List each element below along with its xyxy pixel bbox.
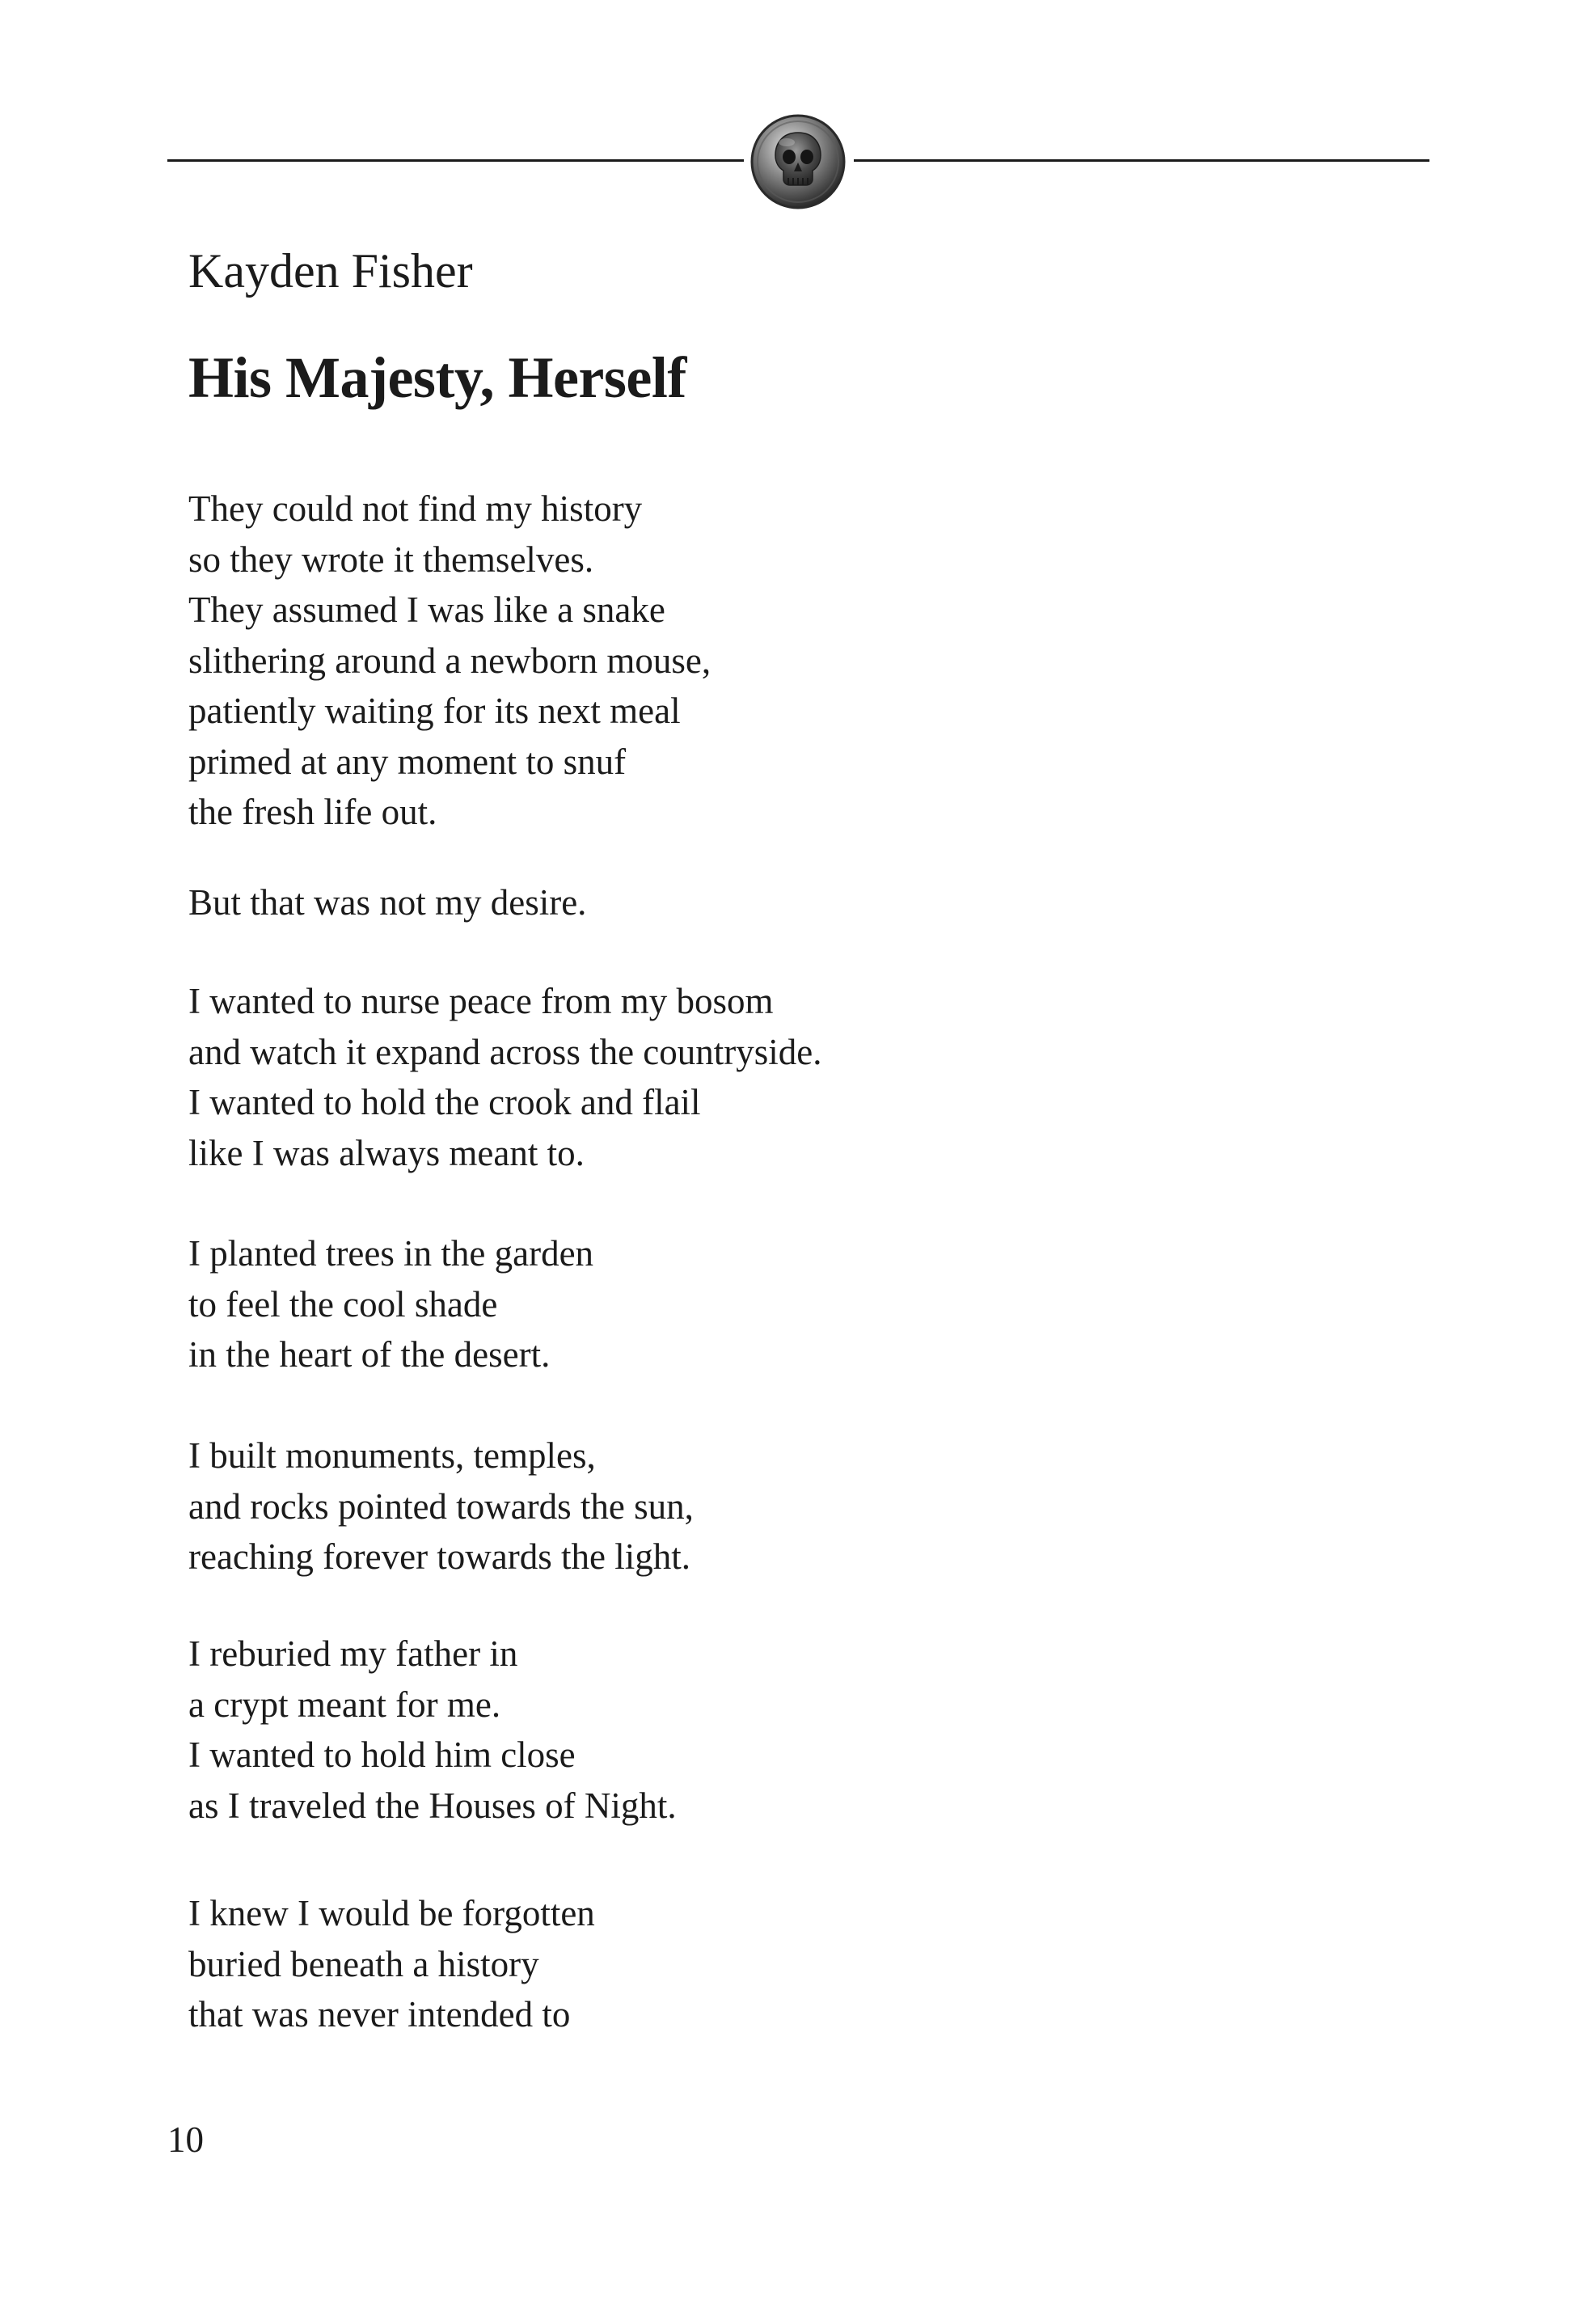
poem-title: His Majesty, Herself bbox=[188, 345, 686, 410]
poem-line: and watch it expand across the countryside. bbox=[188, 1031, 822, 1072]
stanza bbox=[188, 1430, 694, 1582]
poem-line: But that was not my desire. bbox=[188, 882, 587, 923]
poem-line: I wanted to hold the crook and flail bbox=[188, 1082, 701, 1122]
poem-line: in the heart of the desert. bbox=[188, 1334, 551, 1375]
poem-line: to feel the cool shade bbox=[188, 1283, 498, 1325]
poem-line: I planted trees in the garden bbox=[188, 1233, 594, 1274]
poem-line: like I was always meant to. bbox=[188, 1132, 585, 1173]
poem-line: buried beneath a history bbox=[188, 1943, 539, 1984]
poem-line: so they wrote it themselves. bbox=[188, 539, 594, 580]
poem-line: a crypt meant for me. bbox=[188, 1684, 501, 1725]
poem-line: I knew I would be forgotten bbox=[188, 1893, 595, 1933]
poem-line: I wanted to nurse peace from my bosom bbox=[188, 981, 774, 1021]
poem-line: primed at any moment to snuf bbox=[188, 741, 627, 782]
poem-line: that was never intended to bbox=[188, 1994, 571, 2035]
poem-line: reaching forever towards the light. bbox=[188, 1536, 691, 1577]
poem-body bbox=[188, 0, 1320, 2324]
poem-line: slithering around a newborn mouse, bbox=[188, 640, 711, 681]
author-name: Kayden Fisher bbox=[188, 244, 473, 298]
poem-line: I wanted to hold him close bbox=[188, 1735, 576, 1775]
poem-line: They assumed I was like a snake bbox=[188, 589, 665, 630]
poem-line: as I traveled the Houses of Night. bbox=[188, 1785, 677, 1826]
poem-line: the fresh life out. bbox=[188, 792, 437, 832]
poem-line: I built monuments, temples, bbox=[188, 1435, 596, 1476]
stanza bbox=[188, 877, 586, 928]
poem-line: and rocks pointed towards the sun, bbox=[188, 1485, 694, 1527]
stanza bbox=[188, 1228, 593, 1380]
page-number: 10 bbox=[167, 2119, 204, 2160]
poem-line: patiently waiting for its next meal bbox=[188, 691, 681, 731]
poem-line: They could not find my history bbox=[188, 488, 643, 529]
stanza bbox=[188, 484, 711, 838]
stanza bbox=[188, 1629, 677, 1831]
poem-line: I reburied my father in bbox=[188, 1633, 518, 1674]
stanza bbox=[188, 976, 822, 1178]
stanza bbox=[188, 1888, 595, 2040]
